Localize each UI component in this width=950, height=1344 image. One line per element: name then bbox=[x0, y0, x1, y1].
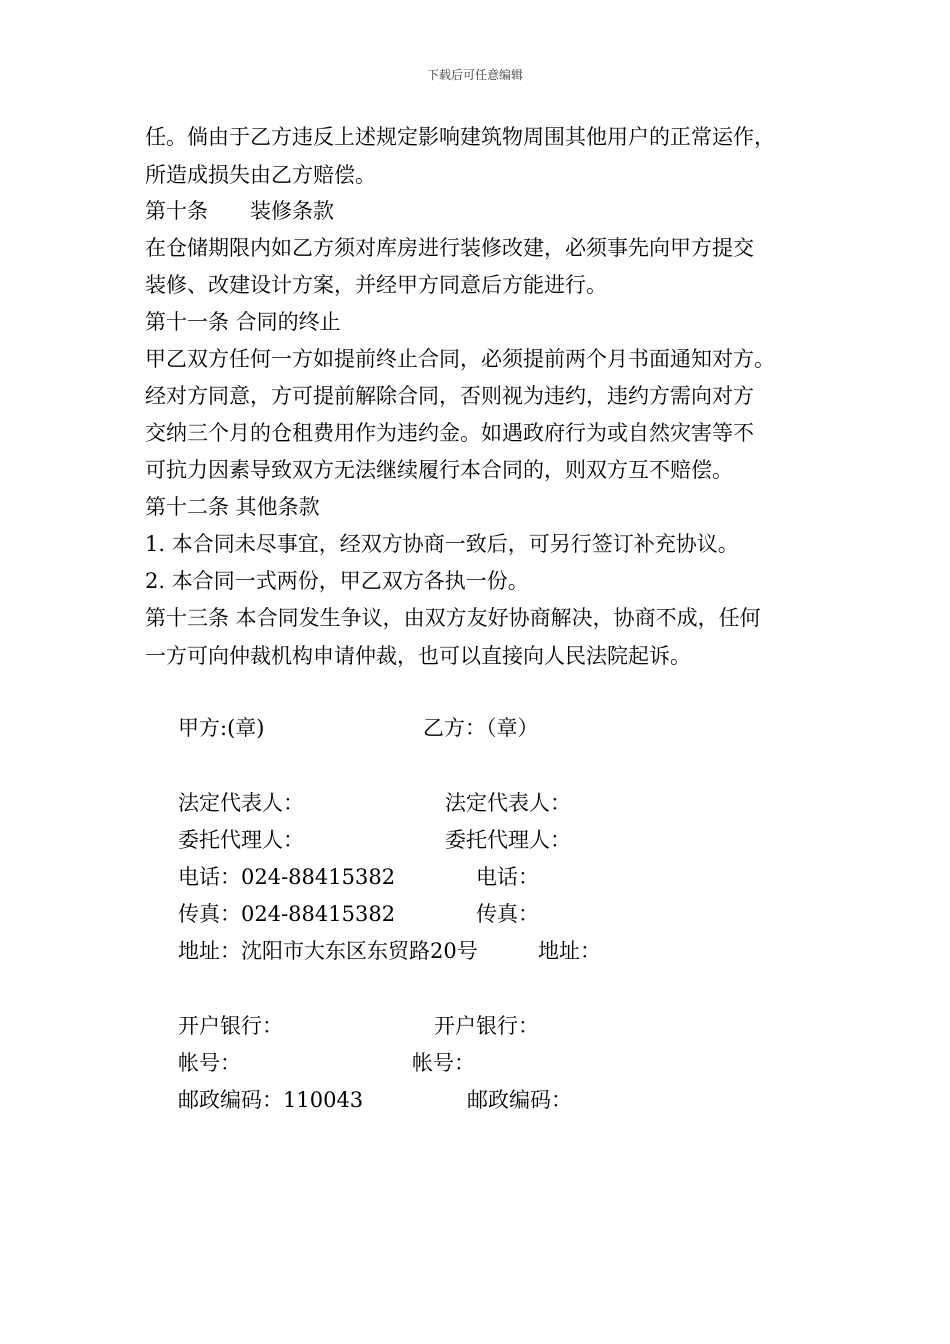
body-line: 装修、改建设计方案，并经甲方同意后方能进行。 bbox=[145, 273, 607, 297]
clause-heading: 第十二条 其他条款 bbox=[145, 495, 320, 519]
body-line: 2. 本合同一式两份，甲乙双方各执一份。 bbox=[145, 569, 529, 593]
clause-heading: 第十条 装修条款 bbox=[145, 199, 334, 223]
body-line: 一方可向仲裁机构申请仲裁，也可以直接向人民法院起诉。 bbox=[145, 644, 691, 668]
party-a-address: 地址：沈阳市大东区东贸路20号 bbox=[178, 939, 478, 963]
party-b-agent: 委托代理人： bbox=[445, 828, 571, 852]
party-b-phone: 电话： bbox=[476, 865, 539, 889]
body-line: 所造成损失由乙方赔偿。 bbox=[145, 163, 376, 187]
party-a-agent: 委托代理人： bbox=[178, 828, 304, 852]
body-line: 甲乙双方任何一方如提前终止合同，必须提前两个月书面通知对方。 bbox=[145, 347, 775, 371]
body-line: 交纳三个月的仓租费用作为违约金。如遇政府行为或自然灾害等不 bbox=[145, 421, 754, 445]
party-a-title: 甲方:(章) bbox=[178, 716, 265, 740]
body-line: 可抗力因素导致双方无法继续履行本合同的，则双方互不赔偿。 bbox=[145, 458, 733, 482]
party-b-title: 乙方：（章） bbox=[423, 716, 539, 740]
party-b-fax: 传真： bbox=[476, 902, 539, 926]
body-line: 任。倘由于乙方违反上述规定影响建筑物周围其他用户的正常运作， bbox=[145, 125, 775, 149]
party-a-bank: 开户银行： bbox=[178, 1014, 283, 1038]
party-a-rep: 法定代表人： bbox=[178, 791, 304, 815]
party-a-phone: 电话：024-88415382 bbox=[178, 865, 396, 889]
body-line: 在仓储期限内如乙方须对库房进行装修改建，必须事先向甲方提交 bbox=[145, 236, 754, 260]
party-b-address: 地址： bbox=[538, 939, 601, 963]
party-a-account: 帐号： bbox=[178, 1051, 241, 1075]
party-a-fax: 传真：024-88415382 bbox=[178, 902, 396, 926]
clause-heading: 第十三条 本合同发生争议，由双方友好协商解决，协商不成，任何 bbox=[145, 606, 761, 630]
party-a-postcode: 邮政编码：110043 bbox=[178, 1088, 364, 1112]
page-header: 下载后可任意编辑 bbox=[426, 68, 523, 82]
party-b-bank: 开户银行： bbox=[434, 1014, 539, 1038]
body-line: 经对方同意，方可提前解除合同，否则视为违约，违约方需向对方 bbox=[145, 384, 754, 408]
body-line: 1. 本合同未尽事宜，经双方协商一致后，可另行签订补充协议。 bbox=[145, 532, 739, 556]
party-b-account: 帐号： bbox=[412, 1051, 475, 1075]
clause-heading: 第十一条 合同的终止 bbox=[145, 310, 341, 334]
party-b-rep: 法定代表人： bbox=[445, 791, 571, 815]
party-b-postcode: 邮政编码： bbox=[467, 1088, 572, 1112]
